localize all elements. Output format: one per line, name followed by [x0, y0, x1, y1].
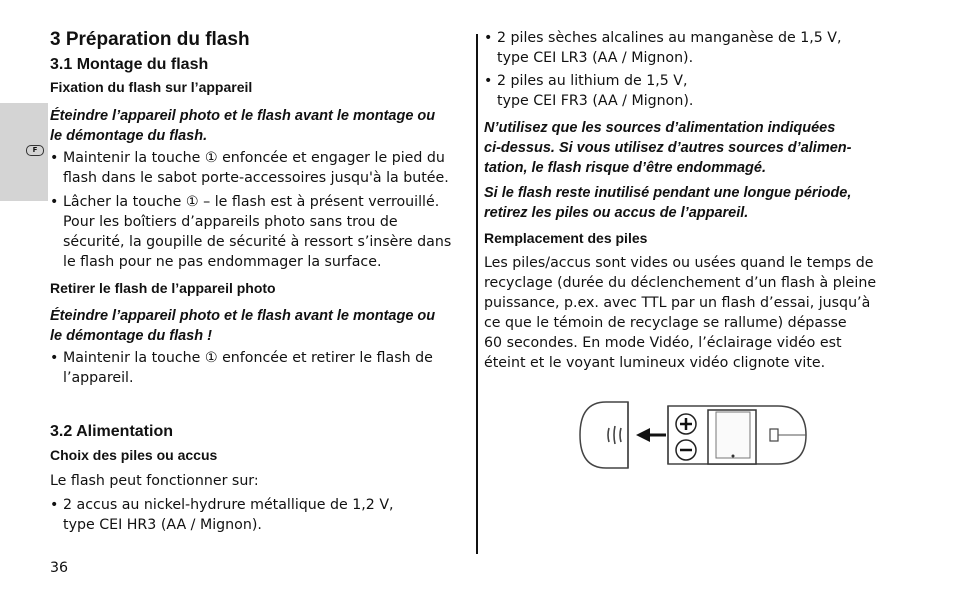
warning-note: Éteindre l’appareil photo et le flash avant le montage ou le démontage du flash ! — [50, 308, 436, 344]
intro-text: Le flash peut fonctionner sur: — [50, 473, 259, 489]
battery-compartment-illustration — [578, 398, 810, 472]
warning-note: Éteindre l’appareil photo et le flash avant le montage ou le démontage du flash. — [50, 108, 436, 144]
sub-heading-retirer: Retirer le flash de l’appareil photo — [50, 280, 276, 296]
subsection-heading-3-2: 3.2 Alimentation — [50, 423, 173, 440]
sub-heading-choix: Choix des piles ou accus — [50, 447, 218, 463]
language-badge: F — [26, 145, 44, 156]
subsection-heading-3-1: 3.1 Montage du flash — [50, 56, 209, 73]
paragraph: Les piles/accus sont vides ou usées quand le temps de recyclage (durée du déclenchement d’un flash à pleine puissance, p.ex. avec TTL par un flash d’essai, jusqu’à ce que le témoin de recyclage se rallume) dépasse 60 secondes. En mode Vidéo, l’éclairage vidéo est éteint et le voyant lumineux vidéo clignote vite. — [484, 255, 877, 371]
sub-heading-fixation: Fixation du flash sur l’appareil — [50, 79, 253, 95]
section-title: 3 Préparation du flash — [50, 29, 250, 50]
warning-note: Si le flash reste inutilisé pendant une longue période, retirez les piles ou accus de l’appareil. — [484, 185, 852, 221]
column-divider — [476, 34, 478, 554]
warning-note: N’utilisez que les sources d’alimentation indiquées ci-dessus. Si vous utilisez d’autres sources d’alimen- tation, le flash risque d’être endommagé. — [484, 120, 852, 176]
page-number: 36 — [50, 560, 69, 576]
sub-heading-remplacement: Remplacement des piles — [484, 230, 648, 246]
